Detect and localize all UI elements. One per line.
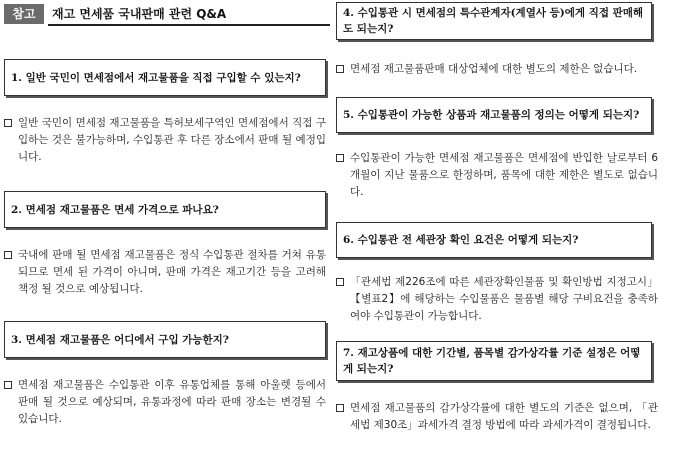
answer-5 [336,150,658,201]
answer-7 [336,400,658,434]
answer-1-text: 일반 국민이 면세점 재고물품을 특허보세구역인 면세점에서 직접 구입하는 것은 불가능하며, 수입통관 후 다른 장소에서 판매 될 예정입니다. [18,117,326,163]
answer-3 [4,377,326,428]
answer-2 [4,247,326,298]
question-6: 6. 수입통관 전 세관장 확인 요건은 어떻게 되는지? [336,222,652,258]
answer-1 [4,115,326,166]
answer-7-text: 면세점 재고물품의 감가상각률에 대한 별도의 기준은 없으며, 「관세법 제30조」과세가격 결정 방법에 따라 과세가격이 결정됩니다. [350,402,658,431]
checkbox-bullet-icon [4,381,12,389]
question-5: 5. 수입통관이 가능한 상품과 재고물품의 정의는 어떻게 되는지? [336,97,652,133]
answer-6-text: 「관세법 제226조에 따른 세관장확인물품 및 확인방법 지정고시」 【별표2】에 해당하는 수입물품은 물품별 해당 구비요건을 충족하여야 수입통관이 가능합니다. [350,276,658,322]
answer-2-text: 국내에 판매 될 면세점 재고물품은 정식 수입통관 절차를 거쳐 유통되므로 면세 된 가격이 아니며, 판매 가격은 재고기간 등을 고려해 책정 될 것으로 예상됩니다. [18,249,326,295]
question-3: 3. 면세점 재고물품은 어디에서 구입 가능한지? [4,321,326,358]
reference-tag: 참고 [4,4,44,24]
checkbox-bullet-icon [336,404,344,412]
checkbox-bullet-icon [336,154,344,162]
answer-6 [336,274,658,325]
question-1: 1. 일반 국민이 면세점에서 재고물품을 직접 구입할 수 있는지? [4,59,326,96]
question-2: 2. 면세점 재고물품은 면세 가격으로 파나요? [4,191,326,228]
answer-3-text: 면세점 재고물품은 수입통관 이후 유통업체를 통해 아울렛 등에서 판매 될 것으로 예상되며, 유통과정에 따라 판매 장소는 변경될 수 있습니다. [18,379,326,425]
checkbox-bullet-icon [4,119,12,127]
answer-5-text: 수입통관이 가능한 면세점 재고물품은 면세점에 반입한 날로부터 6개월이 지난 물품으로 한정하며, 품목에 대한 제한은 별도로 없습니다. [350,152,658,198]
section-header [4,4,330,24]
question-4: 4. 수입통관 시 면세점의 특수관계자(계열사 등)에게 직접 판매해도 되는지? [336,2,652,40]
answer-4-text: 면세점 재고물품판매 대상업체에 대한 별도의 제한은 없습니다. [350,63,638,75]
page-title: 재고 면세품 국내판매 관련 Q&A [48,4,330,26]
checkbox-bullet-icon [336,278,344,286]
checkbox-bullet-icon [336,65,344,73]
question-7: 7. 재고상품에 대한 기간별, 품목별 감가상각률 기준 설정은 어떻게 되는지? [336,341,652,381]
answer-4 [336,61,658,78]
checkbox-bullet-icon [4,251,12,259]
